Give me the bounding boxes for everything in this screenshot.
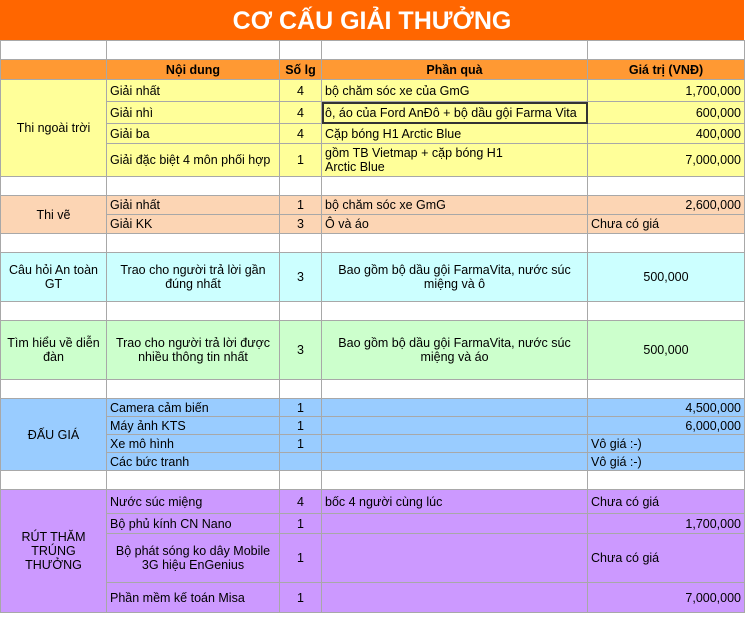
cell-content[interactable]: Camera cảm biến — [107, 399, 280, 417]
cell-value[interactable]: Chưa có giá — [588, 534, 745, 583]
group-thi-ve[interactable]: Thi vẽ — [1, 196, 107, 234]
header-gift[interactable]: Phần quà — [322, 60, 588, 80]
cell-value[interactable]: 1,700,000 — [588, 514, 745, 534]
cell-gift[interactable] — [322, 144, 588, 177]
blank-row — [1, 380, 745, 399]
cell-content[interactable]: Bộ phát sóng ko dây Mobile 3G hiệu EnGenius — [107, 534, 280, 583]
cell-qty[interactable]: 4 — [280, 102, 322, 124]
blank-row — [1, 302, 745, 321]
cell-qty[interactable]: 1 — [280, 399, 322, 417]
blank-row — [1, 234, 745, 253]
cell-content[interactable]: Xe mô hình — [107, 435, 280, 453]
cell-qty[interactable]: 1 — [280, 514, 322, 534]
table-row — [1, 253, 745, 302]
cell-gift[interactable]: Cặp bóng H1 Arctic Blue — [322, 124, 588, 144]
header-row — [1, 60, 745, 80]
cell-gift[interactable]: bộ chăm sóc xe của GmG — [322, 80, 588, 102]
cell-qty[interactable]: 1 — [280, 417, 322, 435]
table-row — [1, 80, 745, 102]
header-content[interactable]: Nội dung — [107, 60, 280, 80]
cell-qty[interactable]: 4 — [280, 80, 322, 102]
cell-qty[interactable] — [280, 453, 322, 471]
table-row — [1, 490, 745, 514]
gift-line: gồm TB Vietmap + cặp bóng H1 — [325, 146, 503, 160]
table-row — [1, 583, 745, 613]
cell-content[interactable]: Giải ba — [107, 124, 280, 144]
cell-value[interactable]: 1,700,000 — [588, 80, 745, 102]
cell-value[interactable]: 2,600,000 — [588, 196, 745, 215]
cell-content[interactable]: Bộ phủ kính CN Nano — [107, 514, 280, 534]
header-cell-empty[interactable] — [1, 60, 107, 80]
cell-gift[interactable]: Bao gồm bộ dầu gội FarmaVita, nước súc miệng và áo — [322, 321, 588, 380]
cell-gift[interactable] — [322, 453, 588, 471]
table-row — [1, 102, 745, 124]
table-row — [1, 144, 745, 177]
cell-gift[interactable]: Ô và áo — [322, 215, 588, 234]
blank-row — [1, 41, 745, 60]
cell-qty[interactable]: 4 — [280, 124, 322, 144]
cell-gift[interactable] — [322, 583, 588, 613]
cell-qty[interactable]: 1 — [280, 534, 322, 583]
cell-gift[interactable] — [322, 514, 588, 534]
cell-gift[interactable] — [322, 399, 588, 417]
table-row — [1, 453, 745, 471]
cell-value[interactable]: 6,000,000 — [588, 417, 745, 435]
cell-qty[interactable]: 1 — [280, 435, 322, 453]
cell-content[interactable]: Giải KK — [107, 215, 280, 234]
cell-gift-selected[interactable]: ô, áo của Ford AnĐô + bộ dầu gội Farma Vita — [322, 102, 588, 124]
header-value[interactable]: Giá trị (VNĐ) — [588, 60, 745, 80]
page-title: CƠ CẤU GIẢI THƯỞNG — [0, 0, 744, 40]
cell-gift[interactable]: Bao gồm bộ dầu gội FarmaVita, nước súc miệng và ô — [322, 253, 588, 302]
cell-qty[interactable]: 1 — [280, 144, 322, 177]
table-row — [1, 435, 745, 453]
cell-gift[interactable] — [322, 534, 588, 583]
cell-content[interactable]: Giải nhì — [107, 102, 280, 124]
cell-value[interactable]: Vô giá :-) — [588, 435, 745, 453]
cell-value[interactable]: 600,000 — [588, 102, 745, 124]
cell-gift[interactable] — [322, 435, 588, 453]
cell-value[interactable]: 7,000,000 — [588, 583, 745, 613]
prize-table — [0, 40, 745, 613]
table-row — [1, 534, 745, 583]
group-thi-ngoai-troi[interactable]: Thi ngoài trời — [1, 80, 107, 177]
group-rut-tham[interactable]: RÚT THĂM TRÚNG THƯỞNG — [1, 490, 107, 613]
cell-gift[interactable]: bốc 4 người cùng lúc — [322, 490, 588, 514]
cell-content[interactable]: Phần mềm kế toán Misa — [107, 583, 280, 613]
cell-qty[interactable]: 4 — [280, 490, 322, 514]
cell-content[interactable]: Giải đặc biệt 4 môn phối hợp — [107, 144, 280, 177]
group-dau-gia[interactable]: ĐẤU GIÁ — [1, 399, 107, 471]
cell-content[interactable]: Trao cho người trả lời gần đúng nhất — [107, 253, 280, 302]
cell-value[interactable]: 7,000,000 — [588, 144, 745, 177]
cell-content[interactable]: Trao cho người trả lời được nhiều thông tin nhất — [107, 321, 280, 380]
cell-value[interactable]: Chưa có giá — [588, 490, 745, 514]
table-row — [1, 417, 745, 435]
table-row — [1, 215, 745, 234]
cell-qty[interactable]: 1 — [280, 583, 322, 613]
cell-value[interactable]: Chưa có giá — [588, 215, 745, 234]
table-row — [1, 124, 745, 144]
header-qty[interactable]: Số lg — [280, 60, 322, 80]
cell-value[interactable]: 500,000 — [588, 321, 745, 380]
blank-row — [1, 471, 745, 490]
group-cau-hoi[interactable]: Câu hỏi An toàn GT — [1, 253, 107, 302]
gift-line: Arctic Blue — [325, 160, 385, 174]
table-row — [1, 321, 745, 380]
cell-gift[interactable]: bộ chăm sóc xe GmG — [322, 196, 588, 215]
cell-content[interactable]: Giải nhất — [107, 196, 280, 215]
cell-content[interactable]: Nước súc miệng — [107, 490, 280, 514]
blank-row — [1, 177, 745, 196]
cell-value[interactable]: 4,500,000 — [588, 399, 745, 417]
cell-qty[interactable]: 3 — [280, 215, 322, 234]
cell-qty[interactable]: 3 — [280, 321, 322, 380]
cell-value[interactable]: 400,000 — [588, 124, 745, 144]
cell-value[interactable]: 500,000 — [588, 253, 745, 302]
table-row — [1, 514, 745, 534]
cell-content[interactable]: Máy ảnh KTS — [107, 417, 280, 435]
cell-gift[interactable] — [322, 417, 588, 435]
group-tim-hieu[interactable]: Tìm hiểu về diễn đàn — [1, 321, 107, 380]
cell-qty[interactable]: 1 — [280, 196, 322, 215]
cell-qty[interactable]: 3 — [280, 253, 322, 302]
cell-value[interactable]: Vô giá :-) — [588, 453, 745, 471]
cell-content[interactable]: Giải nhất — [107, 80, 280, 102]
cell-content[interactable]: Các bức tranh — [107, 453, 280, 471]
table-row — [1, 196, 745, 215]
table-row — [1, 399, 745, 417]
